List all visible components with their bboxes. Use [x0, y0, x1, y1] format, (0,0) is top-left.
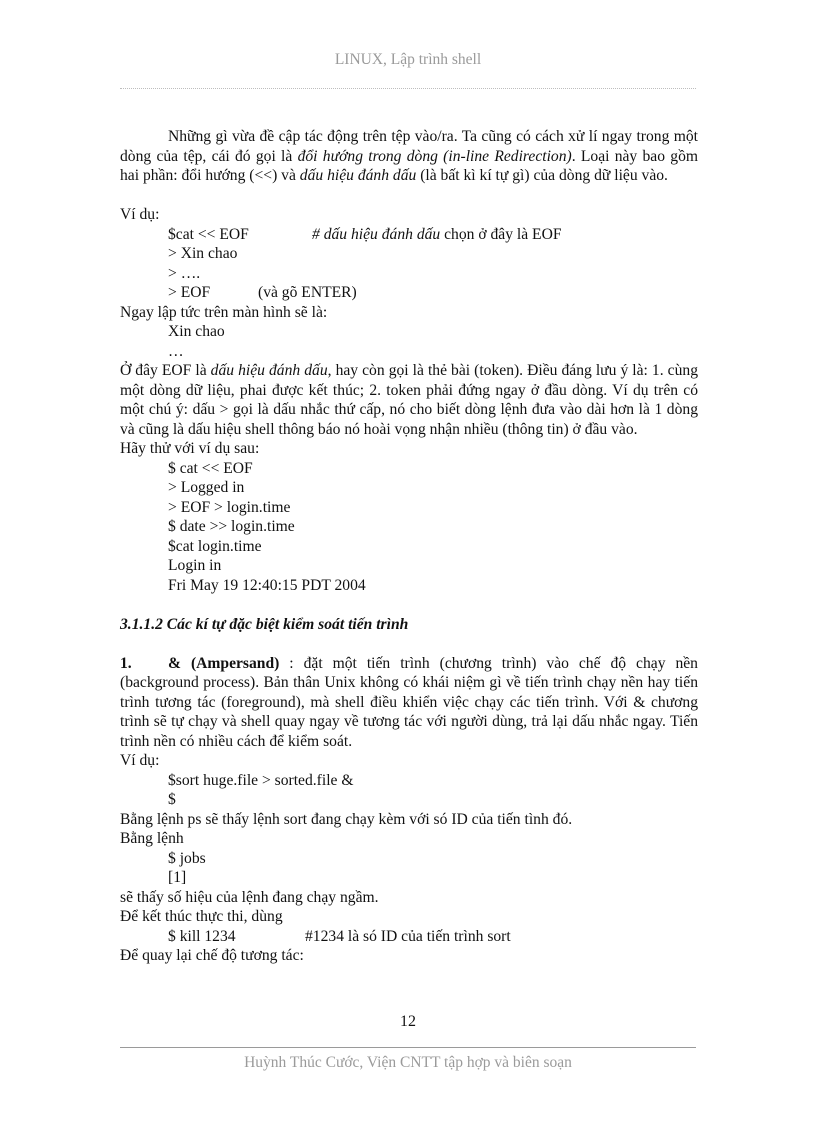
item1-term: & (Ampersand): [168, 654, 280, 672]
example3-line1: $sort huge.file > sorted.file &: [168, 771, 354, 789]
page-header: LINUX, Lập trình shell: [334, 51, 482, 68]
example1-out1: Xin chao: [168, 323, 225, 340]
explain-paragraph: [120, 361, 698, 439]
example2-label: Hãy thử với ví dụ sau:: [120, 440, 260, 457]
example3-kill-label: Để kết thúc thực thi, dùng: [120, 908, 283, 925]
example1-comment-rest: chọn ở đây là EOF: [440, 225, 562, 243]
explain-text-1: Ở đây EOF là: [120, 362, 211, 379]
example3-kill-cmd: $ kill 1234: [168, 927, 236, 945]
spacer: [120, 186, 698, 206]
example2-line: $ cat << EOF: [168, 459, 253, 477]
example1-line4: [120, 283, 698, 303]
example1-result-label: Ngay lập tức trên màn hình sẽ là:: [120, 303, 328, 321]
example3-fg-label: Để quay lại chế độ tương tác:: [120, 947, 304, 964]
example1-cmd: $cat << EOF: [168, 225, 249, 243]
item1-text: : đặt một tiến trình (chương trình) vào chế độ chạy nền (background process). Bản thân Unix không có khái niệm gì về tiến trình chạy nền hay tiến trình tương tác (foreground), mà shell điều khiển việc chạy các tiến trình. Với & chương trình sẽ tự chạy và shell quay ngay về tương tác với người dùng, trả lại dấu nhắc ngay. Tiến trình nền có nhiều cách để kiểm soát.: [120, 654, 698, 750]
example3-kill-line: [120, 927, 698, 947]
example1-line2: > Xin chao: [168, 245, 238, 262]
intro-text-3: (là bất kì kí tự gì) của dòng dữ liệu vào.: [416, 167, 668, 184]
intro-text-2: . Loại này bao gồm hai phần: đổi hướng (<<) và: [120, 147, 698, 184]
intro-paragraph: [120, 127, 698, 186]
example2-line: $ date >> login.time: [168, 518, 295, 535]
example3-kill-comment: #1234 là só ID của tiến trình sort: [305, 927, 511, 945]
item1-paragraph: [120, 654, 698, 752]
example1-comment-italic: # dấu hiệu đánh dấu: [312, 225, 441, 243]
intro-term-marker: dấu hiệu đánh dấu: [299, 167, 417, 184]
page-footer: Huỳnh Thúc Cước, Viện CNTT tập hợp và biên soạn: [244, 1054, 572, 1071]
example3-jobs-note: sẽ thấy số hiệu của lệnh đang chạy ngầm.: [120, 888, 379, 906]
example1-line3: > ….: [168, 264, 201, 282]
section-heading: 3.1.1.2 Các kí tự đặc biệt kiểm soát tiến trình: [120, 615, 409, 633]
example3-jobs-out: [1]: [168, 869, 187, 886]
example2-line: Login in: [168, 557, 222, 574]
example2-line: Fri May 19 12:40:15 PDT 2004: [168, 576, 366, 594]
explain-term: dấu hiệu đánh dấu: [210, 362, 328, 379]
example2-line: > EOF > login.time: [168, 498, 291, 516]
example1-out2: …: [168, 342, 184, 360]
example1-label: Ví dụ:: [120, 206, 160, 223]
example3-label: Ví dụ:: [120, 752, 160, 769]
intro-term-inline-redirection: đổi hướng trong dòng (in-line Redirection): [297, 147, 572, 165]
footer-divider: [120, 1047, 696, 1048]
example2-line: $cat login.time: [168, 537, 262, 555]
example1-line1: [120, 225, 698, 245]
example3-jobs-cmd: $ jobs: [168, 849, 206, 867]
header-divider: [120, 88, 696, 89]
explain-text-2: , hay còn gọi là thẻ bài (token). Điều đáng lưu ý là: 1. cùng một dòng dữ liệu, phai được kết thúc; 2. token phải đứng ngay ở đầu dòng. Ví dụ trên có một chú ý: dấu > gọi là dấu nhắc thứ cấp, nó cho biết dòng lệnh đưa vào dài hơn là 1 dòng và cũng là dấu hiệu shell thông báo nó hoài vọng nhận nhiều (thông tin) ở đầu vào.: [120, 362, 698, 438]
page-number: 12: [400, 1013, 416, 1030]
spacer: [120, 595, 698, 615]
example3-ps-note: Bằng lệnh ps sẽ thấy lệnh sort đang chạy kèm với só ID của tiến tình đó.: [120, 810, 573, 828]
example1-enter-note: (và gõ ENTER): [258, 284, 357, 301]
intro-text-1: Những gì vừa đề cập tác động trên tệp vào/ra. Ta cũng có cách xử lí ngay trong một dòng của tệp, cái đó gọi là: [120, 128, 698, 165]
example3-line2: $: [168, 791, 176, 808]
example1-eof: > EOF: [168, 284, 211, 301]
page-body: [120, 127, 698, 966]
item1-number: 1.: [120, 654, 132, 672]
example2-line: > Logged in: [168, 479, 245, 496]
spacer: [120, 634, 698, 654]
example3-jobs-label: Bằng lệnh: [120, 830, 184, 847]
